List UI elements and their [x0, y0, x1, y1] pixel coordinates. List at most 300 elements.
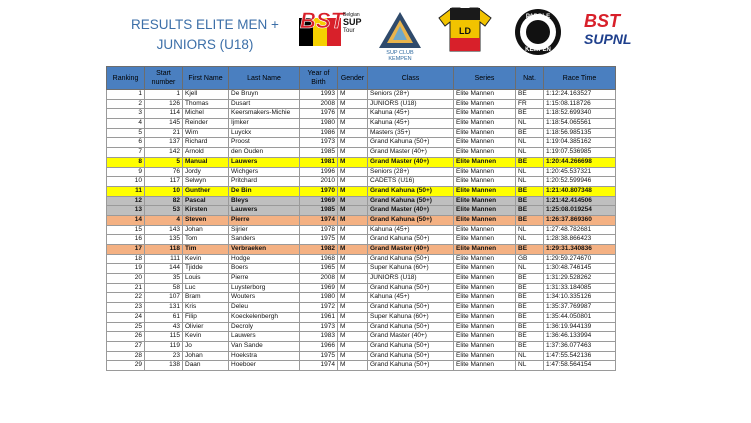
cell-year-of-birth: 1968: [300, 254, 338, 264]
cell-nationality: BE: [516, 128, 544, 138]
cell-gender: M: [338, 322, 368, 332]
cell-year-of-birth: 1961: [300, 312, 338, 322]
cell-ranking: 19: [107, 264, 145, 274]
cell-series: Elite Mannen: [454, 177, 516, 187]
cell-nationality: NL: [516, 177, 544, 187]
cell-gender: M: [338, 99, 368, 109]
cell-last-name: Deleu: [229, 303, 300, 313]
column-header-nationality: Nat.: [516, 67, 544, 90]
cell-class: Grand Kahuna (50+): [368, 283, 454, 293]
cell-year-of-birth: 1978: [300, 225, 338, 235]
cell-first-name: Daan: [183, 361, 229, 371]
cell-gender: M: [338, 312, 368, 322]
cell-first-name: Reinder: [183, 119, 229, 129]
cell-last-name: Wichgers: [229, 167, 300, 177]
cell-race-time: 1:27:48.782681: [544, 225, 616, 235]
cell-ranking: 24: [107, 312, 145, 322]
paddle-logo-line1: PADDLE: [525, 14, 551, 20]
cell-last-name: Proost: [229, 138, 300, 148]
cell-year-of-birth: 1973: [300, 138, 338, 148]
cell-nationality: BE: [516, 90, 544, 100]
cell-nationality: BE: [516, 157, 544, 167]
cell-start-number: 35: [145, 274, 183, 284]
cell-series: Elite Mannen: [454, 90, 516, 100]
cell-race-time: 1:21:42.414506: [544, 196, 616, 206]
cell-year-of-birth: 1982: [300, 245, 338, 255]
title-line-1: RESULTS ELITE MEN +: [131, 17, 279, 32]
cell-gender: M: [338, 167, 368, 177]
column-header-start-number: Start number: [145, 67, 183, 90]
cell-year-of-birth: 1993: [300, 90, 338, 100]
cell-class: Grand Master (40+): [368, 245, 454, 255]
table-row: [107, 148, 616, 158]
cell-series: Elite Mannen: [454, 312, 516, 322]
cell-year-of-birth: 2010: [300, 177, 338, 187]
cell-last-name: Verbraeken: [229, 245, 300, 255]
cell-gender: M: [338, 283, 368, 293]
cell-class: Kahuna (45+): [368, 109, 454, 119]
cell-ranking: 22: [107, 293, 145, 303]
cell-series: Elite Mannen: [454, 109, 516, 119]
cell-class: JUNIORS (U18): [368, 274, 454, 284]
results-table-body: [107, 90, 616, 371]
cell-year-of-birth: 1980: [300, 119, 338, 129]
cell-series: Elite Mannen: [454, 254, 516, 264]
cell-gender: M: [338, 351, 368, 361]
cell-first-name: Johan: [183, 225, 229, 235]
cell-last-name: Lauwers: [229, 206, 300, 216]
cell-race-time: 1:31:33.184085: [544, 283, 616, 293]
bst-logo-sub1: Belgian: [343, 12, 360, 18]
cell-first-name: Tom: [183, 235, 229, 245]
cell-year-of-birth: 1975: [300, 235, 338, 245]
cell-last-name: Hoekstra: [229, 351, 300, 361]
cell-ranking: 8: [107, 157, 145, 167]
cell-start-number: 138: [145, 361, 183, 371]
cell-first-name: Jordy: [183, 167, 229, 177]
cell-last-name: Sijrier: [229, 225, 300, 235]
cell-last-name: den Ouden: [229, 148, 300, 158]
cell-gender: M: [338, 206, 368, 216]
cell-race-time: 1:19:04.385162: [544, 138, 616, 148]
cell-race-time: 1:29:31.340836: [544, 245, 616, 255]
cell-series: Elite Mannen: [454, 225, 516, 235]
cell-nationality: NL: [516, 235, 544, 245]
cell-race-time: 1:20:45.537321: [544, 167, 616, 177]
cell-start-number: 111: [145, 254, 183, 264]
cell-last-name: Bleys: [229, 196, 300, 206]
sup-club-kempen-logo: [375, 10, 425, 62]
column-header-first-name: First Name: [183, 67, 229, 90]
bst-logo-sub3: Tour: [343, 28, 355, 34]
cell-last-name: Hoeboer: [229, 361, 300, 371]
cell-series: Elite Mannen: [454, 99, 516, 109]
cell-gender: M: [338, 148, 368, 158]
cell-first-name: Johan: [183, 351, 229, 361]
cell-race-time: 1:47:55.542136: [544, 351, 616, 361]
cell-year-of-birth: 1980: [300, 293, 338, 303]
table-row: [107, 341, 616, 351]
cell-series: Elite Mannen: [454, 128, 516, 138]
cell-series: Elite Mannen: [454, 157, 516, 167]
cell-first-name: Filip: [183, 312, 229, 322]
table-row: [107, 312, 616, 322]
cell-year-of-birth: 1985: [300, 206, 338, 216]
cell-gender: M: [338, 341, 368, 351]
cell-race-time: 1:36:46.133994: [544, 332, 616, 342]
cell-first-name: Louis: [183, 274, 229, 284]
cell-start-number: 4: [145, 215, 183, 225]
cell-class: Super Kahuna (60+): [368, 312, 454, 322]
table-row: [107, 303, 616, 313]
cell-last-name: Lauwers: [229, 332, 300, 342]
cell-class: Grand Kahuna (50+): [368, 196, 454, 206]
cell-nationality: BE: [516, 341, 544, 351]
cell-series: Elite Mannen: [454, 283, 516, 293]
cell-ranking: 28: [107, 351, 145, 361]
cell-gender: M: [338, 235, 368, 245]
cell-first-name: Kjell: [183, 90, 229, 100]
cell-class: Grand Kahuna (50+): [368, 341, 454, 351]
cell-nationality: NL: [516, 351, 544, 361]
cell-last-name: Ijmker: [229, 119, 300, 129]
cell-gender: M: [338, 196, 368, 206]
cell-race-time: 1:35:44.050801: [544, 312, 616, 322]
cell-class: Kahuna (45+): [368, 119, 454, 129]
cell-class: Seniors (28+): [368, 167, 454, 177]
cell-year-of-birth: 1970: [300, 186, 338, 196]
cell-first-name: Steven: [183, 215, 229, 225]
cell-ranking: 26: [107, 332, 145, 342]
cell-nationality: BE: [516, 293, 544, 303]
cell-race-time: 1:25:08.019254: [544, 206, 616, 216]
cell-class: Super Kahuna (60+): [368, 264, 454, 274]
cell-ranking: 10: [107, 177, 145, 187]
cell-gender: M: [338, 177, 368, 187]
cell-gender: M: [338, 138, 368, 148]
cell-ranking: 16: [107, 235, 145, 245]
cell-nationality: GB: [516, 254, 544, 264]
cell-last-name: Boers: [229, 264, 300, 274]
cell-series: Elite Mannen: [454, 322, 516, 332]
cell-start-number: 131: [145, 303, 183, 313]
cell-ranking: 21: [107, 283, 145, 293]
cell-nationality: BE: [516, 206, 544, 216]
cell-ranking: 25: [107, 322, 145, 332]
club-logo-line2: KEMPEN: [388, 56, 412, 62]
cell-gender: M: [338, 303, 368, 313]
cell-ranking: 11: [107, 186, 145, 196]
cell-class: Seniors (28+): [368, 90, 454, 100]
table-row: [107, 196, 616, 206]
cell-start-number: 21: [145, 128, 183, 138]
cell-race-time: 1:26:37.869360: [544, 215, 616, 225]
table-row: [107, 283, 616, 293]
cell-start-number: 142: [145, 148, 183, 158]
title-line-2: JUNIORS (U18): [156, 37, 254, 52]
cell-class: Grand Master (40+): [368, 206, 454, 216]
cell-start-number: 43: [145, 322, 183, 332]
cell-series: Elite Mannen: [454, 341, 516, 351]
cell-year-of-birth: 1981: [300, 157, 338, 167]
cell-last-name: Pierre: [229, 274, 300, 284]
cell-start-number: 5: [145, 157, 183, 167]
bst-logo-text: BST: [300, 8, 344, 33]
cell-first-name: Kevin: [183, 332, 229, 342]
table-row: [107, 254, 616, 264]
cell-series: Elite Mannen: [454, 274, 516, 284]
cell-year-of-birth: 2008: [300, 99, 338, 109]
cell-race-time: 1:28:38.866423: [544, 235, 616, 245]
cell-last-name: Dusart: [229, 99, 300, 109]
cell-race-time: 1:37:36.077463: [544, 341, 616, 351]
cell-race-time: 1:29:59.274670: [544, 254, 616, 264]
cell-nationality: NL: [516, 119, 544, 129]
cell-race-time: 1:21:40.807348: [544, 186, 616, 196]
cell-first-name: Wim: [183, 128, 229, 138]
column-header-race-time: Race Time: [544, 67, 616, 90]
bst-supnl-logo: [580, 10, 640, 48]
results-table: [106, 66, 616, 371]
cell-race-time: 1:19:07.536985: [544, 148, 616, 158]
cell-nationality: BE: [516, 283, 544, 293]
table-row: [107, 264, 616, 274]
cell-nationality: NL: [516, 225, 544, 235]
cell-series: Elite Mannen: [454, 148, 516, 158]
cell-year-of-birth: 1974: [300, 215, 338, 225]
table-row: [107, 119, 616, 129]
cell-series: Elite Mannen: [454, 138, 516, 148]
cell-last-name: Sanders: [229, 235, 300, 245]
cell-nationality: NL: [516, 361, 544, 371]
table-row: [107, 138, 616, 148]
cell-ranking: 2: [107, 99, 145, 109]
cell-race-time: 1:47:58.564154: [544, 361, 616, 371]
cell-gender: M: [338, 274, 368, 284]
cell-nationality: BE: [516, 196, 544, 206]
cell-class: Grand Kahuna (50+): [368, 303, 454, 313]
paddle-kempen-logo: [512, 7, 564, 57]
cell-start-number: 1: [145, 90, 183, 100]
cell-series: Elite Mannen: [454, 235, 516, 245]
cell-first-name: Luc: [183, 283, 229, 293]
cell-start-number: 117: [145, 177, 183, 187]
cell-ranking: 29: [107, 361, 145, 371]
cell-start-number: 82: [145, 196, 183, 206]
cell-start-number: 126: [145, 99, 183, 109]
cell-gender: M: [338, 245, 368, 255]
shirt-logo-text: LD: [459, 26, 471, 36]
cell-ranking: 13: [107, 206, 145, 216]
bstsup-logo-line1: BST: [584, 11, 620, 31]
cell-year-of-birth: 1969: [300, 283, 338, 293]
cell-first-name: Kris: [183, 303, 229, 313]
cell-class: Grand Master (40+): [368, 332, 454, 342]
cell-nationality: NL: [516, 138, 544, 148]
cell-nationality: NL: [516, 264, 544, 274]
cell-start-number: 76: [145, 167, 183, 177]
cell-race-time: 1:34:10.335126: [544, 293, 616, 303]
cell-first-name: Selwyn: [183, 177, 229, 187]
cell-first-name: Jo: [183, 341, 229, 351]
cell-class: Grand Kahuna (50+): [368, 351, 454, 361]
table-row: [107, 274, 616, 284]
cell-last-name: De Bruyn: [229, 90, 300, 100]
table-row: [107, 322, 616, 332]
club-logo-line1: SUP CLUB: [386, 50, 414, 56]
cell-start-number: 61: [145, 312, 183, 322]
cell-gender: M: [338, 128, 368, 138]
cell-ranking: 14: [107, 215, 145, 225]
table-row: [107, 235, 616, 245]
cell-gender: M: [338, 157, 368, 167]
table-row: [107, 157, 616, 167]
column-header-last-name: Last Name: [229, 67, 300, 90]
cell-last-name: Decroly: [229, 322, 300, 332]
cell-last-name: Lauwers: [229, 157, 300, 167]
table-row: [107, 167, 616, 177]
cell-nationality: BE: [516, 322, 544, 332]
cell-first-name: Kirsten: [183, 206, 229, 216]
cell-race-time: 1:36:19.944139: [544, 322, 616, 332]
cell-gender: M: [338, 186, 368, 196]
cell-start-number: 10: [145, 186, 183, 196]
cell-last-name: Luyckx: [229, 128, 300, 138]
cell-gender: M: [338, 215, 368, 225]
cell-first-name: Tjidde: [183, 264, 229, 274]
cell-gender: M: [338, 109, 368, 119]
cell-first-name: Thomas: [183, 99, 229, 109]
results-table-header: [107, 67, 616, 90]
table-row: [107, 332, 616, 342]
column-header-gender: Gender: [338, 67, 368, 90]
cell-first-name: Kevin: [183, 254, 229, 264]
cell-ranking: 5: [107, 128, 145, 138]
cell-start-number: 23: [145, 351, 183, 361]
table-row: [107, 99, 616, 109]
cell-ranking: 27: [107, 341, 145, 351]
cell-last-name: Luysterborg: [229, 283, 300, 293]
cell-series: Elite Mannen: [454, 215, 516, 225]
cell-class: Grand Kahuna (50+): [368, 138, 454, 148]
cell-gender: M: [338, 90, 368, 100]
cell-nationality: BE: [516, 245, 544, 255]
cell-gender: M: [338, 293, 368, 303]
column-header-ranking: Ranking: [107, 67, 145, 90]
cell-nationality: BE: [516, 312, 544, 322]
cell-nationality: BE: [516, 215, 544, 225]
cell-first-name: Manual: [183, 157, 229, 167]
cell-ranking: 3: [107, 109, 145, 119]
cell-year-of-birth: 1976: [300, 109, 338, 119]
cell-year-of-birth: 1986: [300, 128, 338, 138]
cell-nationality: BE: [516, 303, 544, 313]
paddle-logo-line2: KEMPEN: [525, 47, 551, 53]
cell-ranking: 9: [107, 167, 145, 177]
cell-start-number: 145: [145, 119, 183, 129]
column-header-series: Series: [454, 67, 516, 90]
cell-nationality: BE: [516, 109, 544, 119]
cell-nationality: BE: [516, 274, 544, 284]
cell-start-number: 118: [145, 245, 183, 255]
cell-year-of-birth: 1965: [300, 264, 338, 274]
cell-first-name: Arnold: [183, 148, 229, 158]
cell-year-of-birth: 1969: [300, 196, 338, 206]
cell-ranking: 12: [107, 196, 145, 206]
table-row: [107, 109, 616, 119]
cell-last-name: Koeckelenbergh: [229, 312, 300, 322]
cell-gender: M: [338, 361, 368, 371]
table-row: [107, 206, 616, 216]
table-row: [107, 225, 616, 235]
cell-class: Grand Kahuna (50+): [368, 361, 454, 371]
cell-gender: M: [338, 254, 368, 264]
cell-series: Elite Mannen: [454, 186, 516, 196]
cell-nationality: NL: [516, 148, 544, 158]
cell-nationality: FR: [516, 99, 544, 109]
cell-series: Elite Mannen: [454, 119, 516, 129]
cell-year-of-birth: 2008: [300, 274, 338, 284]
cell-race-time: 1:12:24.163527: [544, 90, 616, 100]
header-row: [107, 67, 616, 90]
cell-nationality: BE: [516, 332, 544, 342]
table-row: [107, 215, 616, 225]
cell-first-name: Gunther: [183, 186, 229, 196]
cell-first-name: Olivier: [183, 322, 229, 332]
cell-first-name: Pascal: [183, 196, 229, 206]
cell-series: Elite Mannen: [454, 332, 516, 342]
cell-last-name: De Bin: [229, 186, 300, 196]
table-row: [107, 361, 616, 371]
cell-class: Grand Kahuna (50+): [368, 215, 454, 225]
cell-race-time: 1:20:52.599946: [544, 177, 616, 187]
cell-class: Masters (35+): [368, 128, 454, 138]
cell-start-number: 144: [145, 264, 183, 274]
page-title: [130, 15, 280, 55]
cell-year-of-birth: 1972: [300, 303, 338, 313]
cell-start-number: 115: [145, 332, 183, 342]
table-row: [107, 128, 616, 138]
cell-race-time: 1:18:52.699340: [544, 109, 616, 119]
cell-year-of-birth: 1983: [300, 332, 338, 342]
cell-nationality: NL: [516, 167, 544, 177]
cell-nationality: BE: [516, 186, 544, 196]
cell-series: Elite Mannen: [454, 167, 516, 177]
cell-ranking: 6: [107, 138, 145, 148]
cell-first-name: Richard: [183, 138, 229, 148]
cell-series: Elite Mannen: [454, 293, 516, 303]
cell-start-number: 137: [145, 138, 183, 148]
cell-race-time: 1:18:56.985135: [544, 128, 616, 138]
cell-year-of-birth: 1996: [300, 167, 338, 177]
cell-class: Grand Master (40+): [368, 148, 454, 158]
cell-start-number: 143: [145, 225, 183, 235]
cell-race-time: 1:18:54.065561: [544, 119, 616, 129]
cell-last-name: Keersmakers-Michie: [229, 109, 300, 119]
cell-first-name: Bram: [183, 293, 229, 303]
cell-race-time: 1:35:37.769987: [544, 303, 616, 313]
cell-year-of-birth: 1973: [300, 322, 338, 332]
cell-last-name: Pierre: [229, 215, 300, 225]
column-header-year-of-birth: Year of Birth: [300, 67, 338, 90]
cell-ranking: 17: [107, 245, 145, 255]
table-row: [107, 293, 616, 303]
cell-gender: M: [338, 119, 368, 129]
cell-year-of-birth: 1985: [300, 148, 338, 158]
cell-ranking: 20: [107, 274, 145, 284]
cell-series: Elite Mannen: [454, 361, 516, 371]
cell-series: Elite Mannen: [454, 303, 516, 313]
